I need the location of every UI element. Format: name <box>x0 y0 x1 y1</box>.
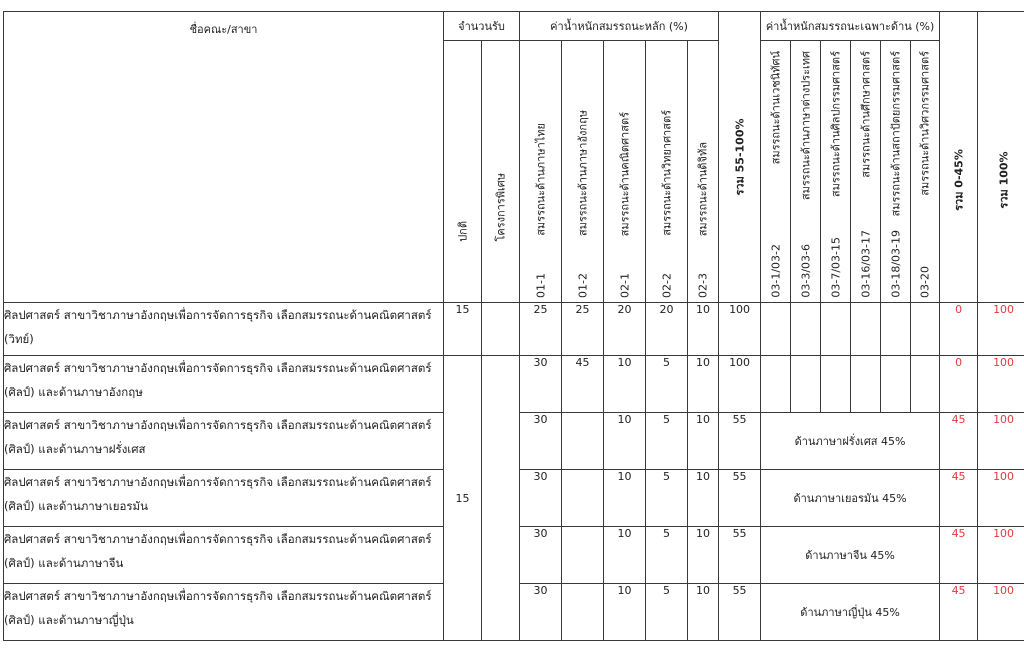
specific-sum: 45 <box>940 470 978 527</box>
weight-english: 45 <box>562 356 604 413</box>
regular-quota: 15 <box>444 303 482 356</box>
weight-english <box>562 527 604 584</box>
special-project-header: โครงการพิเศษ <box>482 41 520 303</box>
core-col-math: สมรรถนะด้านคณิตศาสตร์ 02-1 <box>604 41 646 303</box>
weight-math: 20 <box>604 303 646 356</box>
weight-thai: 30 <box>520 584 562 641</box>
special-quota <box>482 303 520 356</box>
weight-thai: 30 <box>520 527 562 584</box>
weight-thai: 30 <box>520 470 562 527</box>
weight-science: 5 <box>646 413 688 470</box>
total: 100 <box>978 584 1024 641</box>
total: 100 <box>978 527 1024 584</box>
weight-digital: 10 <box>688 303 719 356</box>
core-sum: 100 <box>719 356 761 413</box>
table-row <box>4 356 1024 413</box>
quota-group-header: จำนวนรับ <box>444 12 520 41</box>
weight-science: 5 <box>646 356 688 413</box>
weight-math: 10 <box>604 584 646 641</box>
weight-digital: 10 <box>688 356 719 413</box>
table-row <box>4 303 1024 356</box>
weight-science: 20 <box>646 303 688 356</box>
program-name: ศิลปศาสตร์ สาขาวิชาภาษาอังกฤษเพื่อการจัดการธุรกิจ เลือกสมรรถนะด้านคณิตศาสตร์ (ศิลป์) และด้านภาษาอังกฤษ <box>4 356 444 413</box>
specific-sum: 0 <box>940 356 978 413</box>
specific-competency-note: ด้านภาษาฝรั่งเศส 45% <box>761 413 940 470</box>
total: 100 <box>978 303 1024 356</box>
weight-math: 10 <box>604 470 646 527</box>
weight-english <box>562 470 604 527</box>
specific-sum: 45 <box>940 413 978 470</box>
spec-col-engineering: สมรรถนะด้านวิศวกรรมศาสตร์ 03-20 <box>911 41 940 303</box>
core-sum: 55 <box>719 413 761 470</box>
total: 100 <box>978 356 1024 413</box>
weight-math: 10 <box>604 413 646 470</box>
spec-col-fine-arts: สมรรถนะด้านศิลปกรรมศาสตร์ 03-7/03-15 <box>821 41 851 303</box>
weight-thai: 30 <box>520 413 562 470</box>
specific-competency-note: ด้านภาษาญี่ปุ่น 45% <box>761 584 940 641</box>
specific-sum-header: รวม 0-45% <box>940 12 978 303</box>
admission-weights-table <box>3 11 1024 641</box>
core-col-english: สมรรถนะด้านภาษาอังกฤษ 01-2 <box>562 41 604 303</box>
weight-science: 5 <box>646 527 688 584</box>
weight-digital: 10 <box>688 413 719 470</box>
program-name: ศิลปศาสตร์ สาขาวิชาภาษาอังกฤษเพื่อการจัดการธุรกิจ เลือกสมรรถนะด้านคณิตศาสตร์ (ศิลป์) และด้านภาษาจีน <box>4 527 444 584</box>
program-name: ศิลปศาสตร์ สาขาวิชาภาษาอังกฤษเพื่อการจัดการธุรกิจ เลือกสมรรถนะด้านคณิตศาสตร์ (ศิลป์) และด้านภาษาญี่ปุ่น <box>4 584 444 641</box>
core-col-digital: สมรรถนะด้านดิจิทัล 02-3 <box>688 41 719 303</box>
weight-english <box>562 584 604 641</box>
core-sum: 55 <box>719 584 761 641</box>
core-col-thai: สมรรถนะด้านภาษาไทย 01-1 <box>520 41 562 303</box>
weight-digital: 10 <box>688 470 719 527</box>
weight-math: 10 <box>604 356 646 413</box>
program-name: ศิลปศาสตร์ สาขาวิชาภาษาอังกฤษเพื่อการจัดการธุรกิจ เลือกสมรรถนะด้านคณิตศาสตร์ (ศิลป์) และด้านภาษาเยอรมัน <box>4 470 444 527</box>
core-sum: 55 <box>719 470 761 527</box>
program-name: ศิลปศาสตร์ สาขาวิชาภาษาอังกฤษเพื่อการจัดการธุรกิจ เลือกสมรรถนะด้านคณิตศาสตร์ (ศิลป์) และด้านภาษาฝรั่งเศส <box>4 413 444 470</box>
spec-col-architecture: สมรรถนะด้านสถาปัตยกรรมศาสตร์ 03-18/03-19 <box>881 41 911 303</box>
total: 100 <box>978 470 1024 527</box>
weight-thai: 25 <box>520 303 562 356</box>
weight-english <box>562 413 604 470</box>
special-quota-merged <box>482 356 520 641</box>
specific-sum: 45 <box>940 527 978 584</box>
weight-science: 5 <box>646 470 688 527</box>
specific-competency-note: ด้านภาษาจีน 45% <box>761 527 940 584</box>
weight-digital: 10 <box>688 584 719 641</box>
core-sum: 55 <box>719 527 761 584</box>
core-col-science: สมรรถนะด้านวิทยาศาสตร์ 02-2 <box>646 41 688 303</box>
specific-weights-header: ค่าน้ำหนักสมรรถนะเฉพาะด้าน (%) <box>761 12 940 41</box>
regular-quota-header: ปกติ <box>444 41 482 303</box>
core-sum: 100 <box>719 303 761 356</box>
spec-col-education: สมรรถนะด้านศึกษาศาสตร์ 03-16/03-17 <box>851 41 881 303</box>
specific-sum: 0 <box>940 303 978 356</box>
total: 100 <box>978 413 1024 470</box>
specific-sum: 45 <box>940 584 978 641</box>
spec-col-foreign-language: สมรรถนะด้านภาษาต่างประเทศ 03-3/03-6 <box>791 41 821 303</box>
program-header: ชื่อคณะ/สาขา <box>4 12 444 303</box>
regular-quota-merged: 15 <box>444 356 482 641</box>
weight-math: 10 <box>604 527 646 584</box>
total-header: รวม 100% <box>978 12 1024 303</box>
core-weights-header: ค่าน้ำหนักสมรรถนะหลัก (%) <box>520 12 719 41</box>
weight-science: 5 <box>646 584 688 641</box>
spec-col-medical: สมรรถนะด้านเวชนิทัศน์ 03-1/03-2 <box>761 41 791 303</box>
specific-competency-note: ด้านภาษาเยอรมัน 45% <box>761 470 940 527</box>
core-sum-header: รวม 55-100% <box>719 12 761 303</box>
weight-english: 25 <box>562 303 604 356</box>
weight-digital: 10 <box>688 527 719 584</box>
weight-thai: 30 <box>520 356 562 413</box>
program-name: ศิลปศาสตร์ สาขาวิชาภาษาอังกฤษเพื่อการจัดการธุรกิจ เลือกสมรรถนะด้านคณิตศาสตร์ (วิทย์) <box>4 303 444 356</box>
